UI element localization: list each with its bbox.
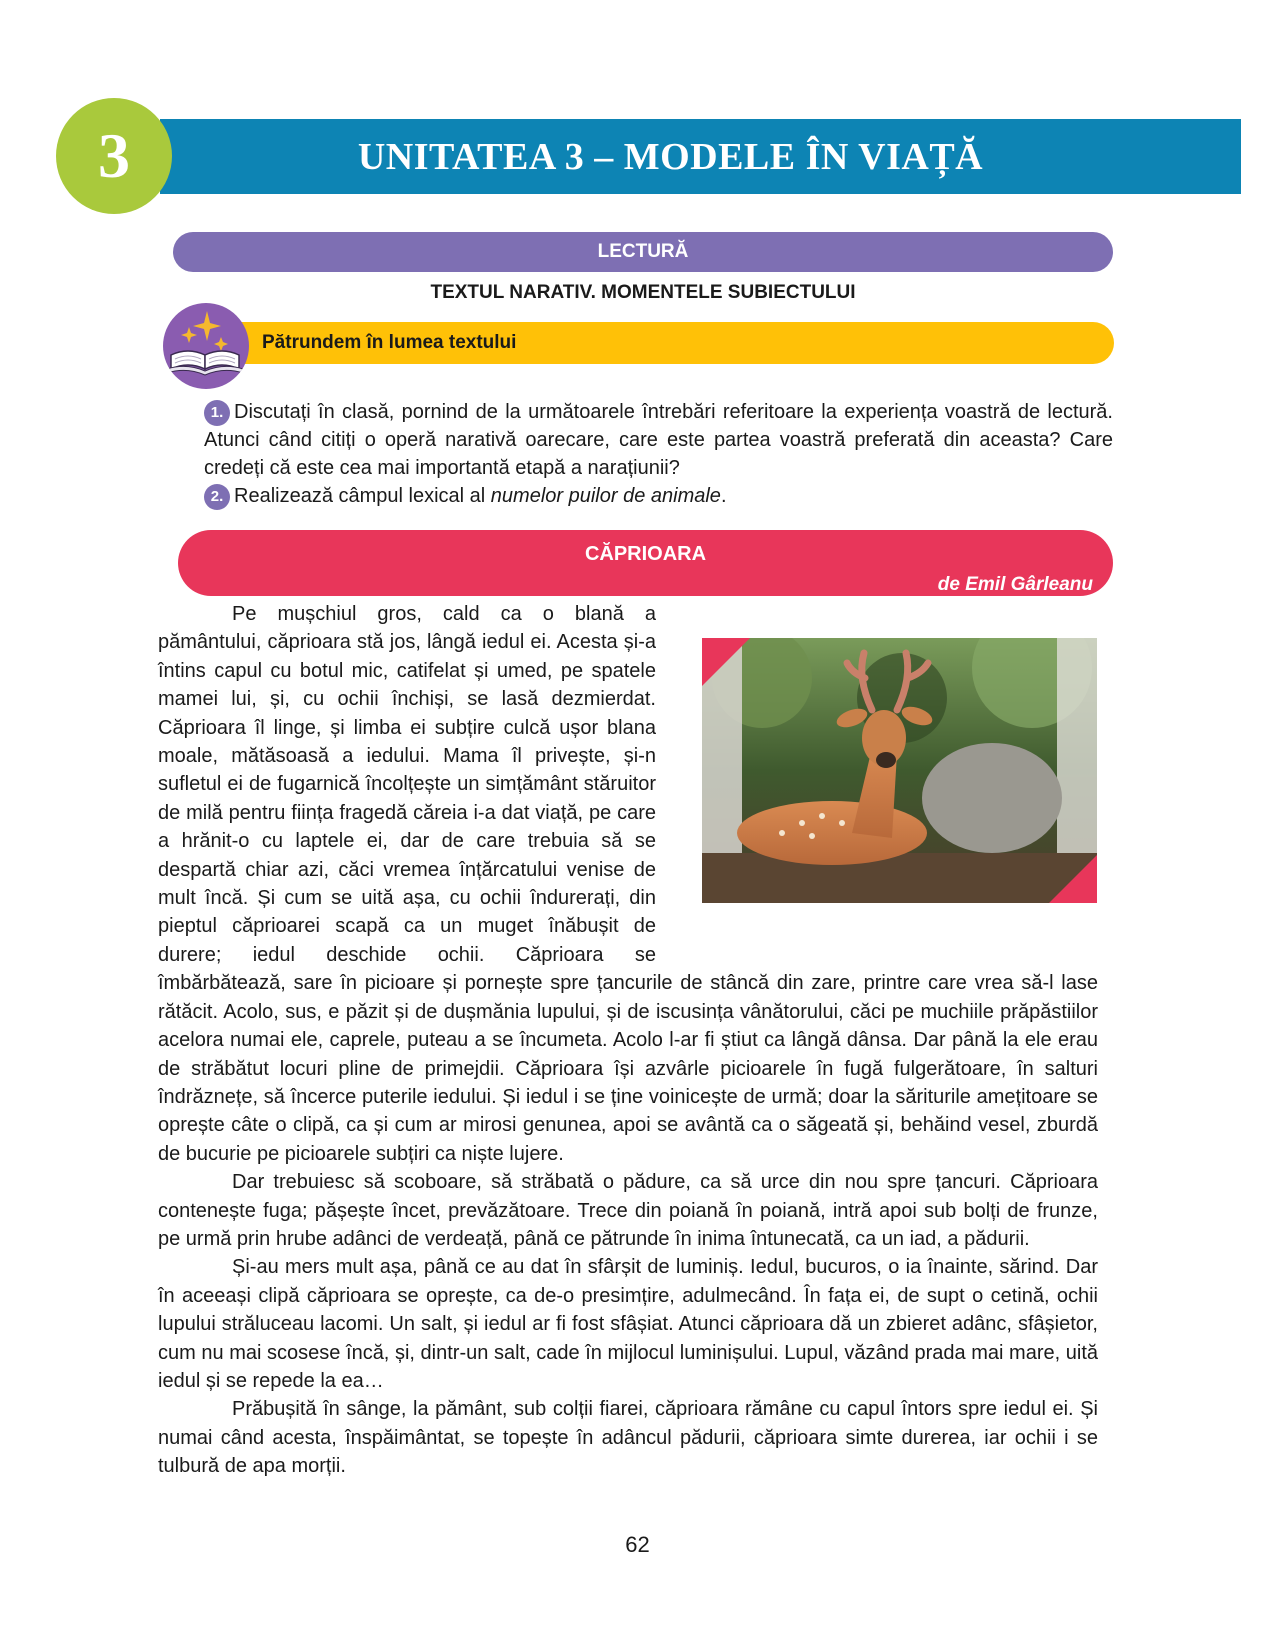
story-author: de Emil Gârleanu [937, 574, 1093, 595]
question-number-badge: 1. [204, 400, 230, 426]
unit-title: UNITATEA 3 – MODELE ÎN VIAȚĂ [357, 135, 984, 178]
question-number-badge: 2. [204, 484, 230, 510]
questions-block [178, 398, 1113, 510]
unit-number-badge: 3 [56, 98, 172, 214]
open-book-sparkles-icon [163, 303, 249, 389]
story-paragraph: Dar trebuiesc să scoboare, să străbată o pădure, ca să urce din nou spre țancuri. Căprioara contenește fuga; pășește încet, prevăzătoare. Trece din poiană în poiană, intră apoi sub bolți de frunze, pe urmă prin hrube adânci de verdeață, până ce pătrunde în inima întunecată, ca un iad, a pădurii. [158, 1171, 1098, 1250]
question-2: 2. Realizează câmpul lexical al numelor puilor de animale. [178, 482, 1113, 510]
story-paragraph: Pe mușchiul gros, cald ca o blană a pământului, căprioara stă jos, lângă iedul ei. Acesta și-a întins capul cu botul mic, catifelat și umed, pe spatele mamei lui, și, cu ochii închiși, se lasă dezmierdat. Căprioara îl linge, și limba ei subțire culcă ușor blana moale, mătăsoasă a iedului. Mama îl privește, și-n sufletul ei de fugarnică încolțește un simțământ stăruitor de milă pentru ființa fragedă căreia i-a dat viață, pe care a hrănit-o cu laptele ei, dar de care trebuia să se despartă chiar azi, căci vremea înțărcatului venise de mult încă. Și cum se uită așa, cu ochii îndurerați, din pieptul căprioarei scapă ca un muget înăbușit de durere; iedul deschide ochii. Căprioara se îmbărbătează, sare în picioare și pornește spre țancurile de stâncă din zare, printre care vrea să-l lase rătăcit. Acolo, sus, e păzit și de dușmănia lupului, și de iscusința vânătorului, căci pe muchiile prăpăstiilor acelora numai ele, caprele, puteau a se încumeta. Acolo l-ar fi știut ca lângă dânsa. Dar până la ele erau de străbătut locuri pline de primejdii. Căprioara își azvârle picioarele în fugă fulgerătoare, în salturi îndrăznețe, să încerce puterile iedului. Și iedul i se ține voinicește de urmă; doar la săriturile amețitoare se oprește câte o clipă, ca și cum ar mirosi genunea, apoi se avântă ca o săgeată și, behăind vesel, zburdă de bucurie pe picioarele subțiri ca niște lujere. [158, 603, 1098, 1165]
story-text [158, 600, 1098, 1481]
image-space [656, 628, 1098, 946]
question-1: 1. Discutați în clasă, pornind de la următoarele întrebări referitoare la experiența voastră de lectură. Atunci când citiți o operă narativă oarecare, care este partea voastră preferată din aceasta? Care credeți că este cea mai importantă etapă a narațiunii? [204, 401, 1113, 479]
page-number: 62 [625, 1532, 650, 1557]
story-paragraph: Prăbușită în sânge, la pământ, sub colții fiarei, căprioara rămâne cu capul întors spre iedul ei. Și numai când acesta, înspăimântat, se topește în adâncul pădurii, căprioara simte durerea, iar ochii i se tulbură de apa morții. [158, 1398, 1098, 1478]
section-subtitle: TEXTUL NARATIV. MOMENTELE SUBIECTULUI [430, 282, 856, 303]
section-label: LECTURĂ [173, 232, 1113, 272]
story-title: CĂPRIOARA [584, 543, 707, 565]
activity-title: Pătrundem în lumea textului [262, 332, 517, 353]
story-paragraph: Și-au mers mult așa, până ce au dat în sfârșit de luminiș. Iedul, bucuros, o ia înainte, sărind. Dar în aceeași clipă căprioara se oprește, ca de-o presimțire, adulmecând. În fața ei, de supt o cetină, ochii lupului străluceau lacomi. Un salt, și iedul ar fi fost sfâșiat. Atunci căprioara dă un zbieret adânc, sfâșietor, cum nu mai scosese încă, și, dintr-un salt, cade în mijlocul luminișului. Lupul, văzând prada mai mare, uită iedul și se repede la ea… [158, 1256, 1098, 1392]
